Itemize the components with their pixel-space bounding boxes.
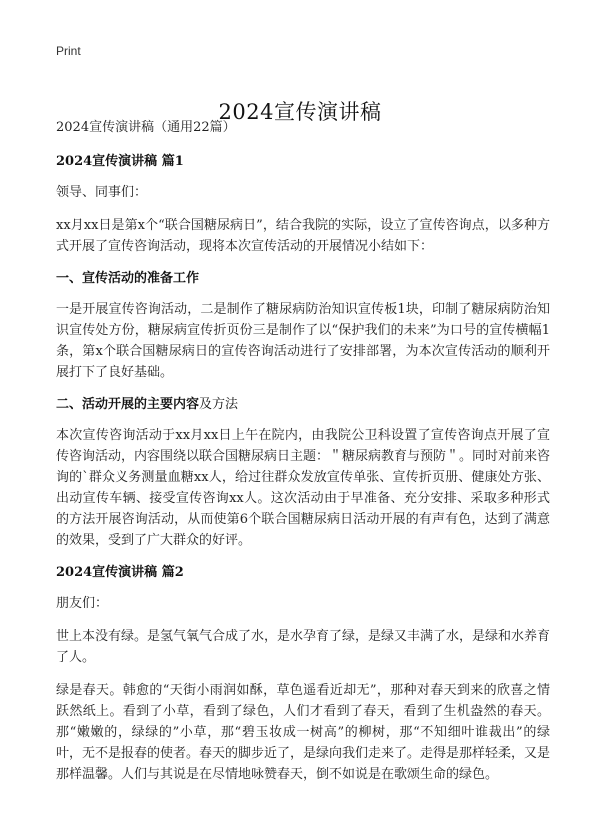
part1-intro: xx月xx日是第x个“联合国糖尿病日”，结合我院的实际，设立了宣传咨询点，以多种方式开展了宣传咨询活动，现将本次宣传活动的开展情况小结如下：	[56, 218, 550, 254]
part1-section2-heading	[56, 395, 550, 415]
speech-part-2	[56, 563, 550, 785]
part2-para1: 世上本没有绿。是氢气氧气合成了水，是水孕育了绿，是绿又丰满了水，是绿和水养育了人。	[56, 629, 551, 665]
document-subtitle: 2024宣传演讲稿（通用22篇）	[56, 120, 236, 135]
part2-para2: 绿是春天。韩愈的“天街小雨润如酥，草色遥看近却无”，那种对春天到来的欣喜之情跃然纸上。看到了小草，看到了绿色，人们才看到了春天，看到了生机盎然的春天。那“嫩嫩的，绿绿的”小草，那“碧玉妆成一树高”的柳树，那“不知细叶谁裁出”的绿叶，无不是报春的使者。春天的脚步近了，是绿向我们走来了。走得是那样轻柔，又是那样温馨。人们与其说是在尽情地咏赞春天，倒不如说是在歌颂生命的绿色。	[56, 683, 551, 782]
document-content	[56, 118, 550, 797]
part1-section2-heading-normal: 及方法	[199, 397, 239, 412]
part2-heading: 2024宣传演讲稿 篇2	[56, 565, 184, 580]
part1-section1-text: 一是开展宣传咨询活动，二是制作了糖尿病防治知识宣传板1块，印制了糖尿病防治知识宣传处方份，糖尿病宣传折页份三是制作了以“保护我们的未来”为口号的宣传横幅1条，第x个联合国糖尿病日的宣传咨询活动进行了安排部署，为本次宣传活动的顺利开展打下了良好基础。	[56, 302, 550, 380]
part1-heading: 2024宣传演讲稿 篇1	[56, 154, 184, 169]
print-link[interactable]: Print	[56, 44, 81, 58]
part1-section2-heading-bold: 二、活动开展的主要内容	[56, 397, 200, 412]
part1-greeting: 领导、同事们：	[56, 185, 148, 200]
part1-section2-text: 本次宣传咨询活动于xx月xx日上午在院内，由我院公卫科设置了宣传咨询点开展了宣传咨询活动，内容围绕以联合国糖尿病日主题：＂糖尿病教育与预防＂。同时对前来咨询的`群众义务测量血糖xx人，给过往群众发放宣传单张、宣传折页册、健康处方张、出动宣传车辆、接受宣传咨询xx人。这次活动由于早准备、充分安排、采取多种形式的方法开展咨询活动，从而使第6个联合国糖尿病日活动开展的有声有色，达到了满意的效果，受到了广大群众的好评。	[56, 428, 551, 548]
part1-section1-heading: 一、宣传活动的准备工作	[56, 271, 200, 286]
document-title: 2024宣传演讲稿	[218, 100, 382, 125]
speech-part-1	[56, 152, 550, 551]
part2-greeting: 朋友们：	[56, 596, 109, 611]
